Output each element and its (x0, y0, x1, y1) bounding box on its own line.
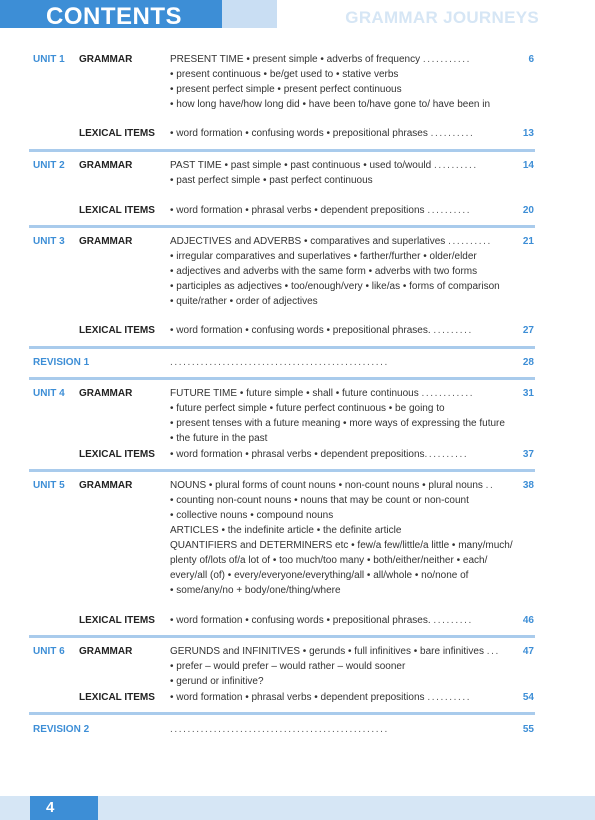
unit-3-grammar-line-3: • adjectives and adverbs with the same form • adverbs with two forms (170, 266, 478, 277)
unit-6-lexical-label: LEXICAL ITEMS (79, 692, 155, 703)
unit-4-grammar-line-3: • present tenses with a future meaning • more ways of expressing the future (170, 418, 505, 429)
unit-6-lexical-line: • word formation • phrasal verbs • dependent prepositions .......... (170, 692, 472, 703)
footer-page-number: 4 (46, 799, 55, 816)
unit-5-grammar-line-2: • counting non-count nouns • nouns that may be count or non-count (170, 495, 469, 506)
unit-2-grammar-line-2: • past perfect simple • past perfect continuous (170, 175, 373, 186)
unit-6-grammar-page[interactable]: 47 (522, 646, 534, 657)
page-header (0, 0, 595, 28)
unit-4-grammar-label: GRAMMAR (79, 388, 133, 399)
revision-1-leader: .................................................. (170, 357, 389, 368)
unit-5-grammar-line-7: every/all (of) • every/everyone/everything/all • all/whole • no/none of (170, 570, 469, 581)
unit-3-grammar-line-5: • quite/rather • order of adjectives (170, 296, 318, 307)
unit-3-grammar-line-4: • participles as adjectives • too/enough/very • like/as • forms of comparison (170, 281, 500, 292)
unit-1-lexical-line: • word formation • confusing words • prepositional phrases .......... (170, 128, 475, 139)
revision-2-label: REVISION 2 (33, 724, 90, 735)
unit-1-grammar-label: GRAMMAR (79, 54, 133, 65)
book-title: GRAMMAR JOURNEYS (345, 8, 539, 27)
unit-4-lexical-page[interactable]: 37 (522, 449, 534, 460)
unit-6-grammar-line-2: • prefer – would prefer – would rather – would sooner (170, 661, 406, 672)
unit-1-grammar-line-3: • present perfect simple • present perfect continuous (170, 84, 402, 95)
unit-2-grammar-label: GRAMMAR (79, 160, 133, 171)
unit-1-grammar-line-2: • present continuous • be/get used to • stative verbs (170, 69, 399, 80)
footer-page-box (30, 796, 98, 820)
divider (29, 346, 535, 349)
unit-3-lexical-label: LEXICAL ITEMS (79, 325, 155, 336)
unit-3-grammar-line-2: • irregular comparatives and superlatives • farther/further • older/elder (170, 251, 477, 262)
unit-5-lexical-page[interactable]: 46 (522, 615, 534, 626)
revision-1-page[interactable]: 28 (522, 357, 534, 368)
unit-4-lexical-line: • word formation • phrasal verbs • dependent prepositions.......... (170, 449, 469, 460)
unit-4-grammar-line-2: • future perfect simple • future perfect continuous • be going to (170, 403, 445, 414)
unit-5-grammar-line-8: • some/any/no + body/one/thing/where (170, 585, 341, 596)
unit-2-lexical-page[interactable]: 20 (522, 205, 534, 216)
unit-5-grammar-line-6: plenty of/lots of/a lot of • too much/too many • both/either/neither • each/ (170, 555, 488, 566)
unit-5-grammar-line-4: ARTICLES • the indefinite article • the definite article (170, 525, 402, 536)
unit-3-lexical-page[interactable]: 27 (522, 325, 534, 336)
unit-4-grammar-line-1: FUTURE TIME • future simple • shall • future continuous ............ (170, 388, 475, 399)
unit-1-grammar-line-4: • how long have/how long did • have been to/have gone to/ have been in (170, 99, 491, 110)
divider (29, 377, 535, 380)
unit-3-lexical-line: • word formation • confusing words • prepositional phrases. ......... (170, 325, 473, 336)
unit-5-lexical-label: LEXICAL ITEMS (79, 615, 155, 626)
unit-6-label: UNIT 6 (33, 646, 65, 657)
page-title: CONTENTS (46, 3, 182, 30)
unit-6-grammar-line-1: GERUNDS and INFINITIVES • gerunds • full infinitives • bare infinitives ... (170, 646, 500, 657)
divider (29, 225, 535, 228)
unit-2-label: UNIT 2 (33, 160, 65, 171)
revision-2-page[interactable]: 55 (522, 724, 534, 735)
revision-2-leader: .................................................. (170, 724, 389, 735)
unit-3-grammar-line-1: ADJECTIVES and ADVERBS • comparatives and superlatives .......... (170, 236, 492, 247)
unit-2-grammar-line-1: PAST TIME • past simple • past continuous • used to/would .......... (170, 160, 478, 171)
unit-2-grammar-page[interactable]: 14 (522, 160, 534, 171)
unit-5-grammar-line-5: QUANTIFIERS and DETERMINERS etc • few/a few/little/a little • many/much/ (170, 540, 513, 551)
unit-1-grammar-line-1: PRESENT TIME • present simple • adverbs of frequency ........... (170, 54, 472, 65)
unit-1-lexical-label: LEXICAL ITEMS (79, 128, 155, 139)
unit-4-lexical-label: LEXICAL ITEMS (79, 449, 155, 460)
unit-3-grammar-page[interactable]: 21 (522, 236, 534, 247)
unit-6-lexical-page[interactable]: 54 (522, 692, 534, 703)
header-accent-band (222, 0, 277, 28)
unit-5-grammar-label: GRAMMAR (79, 480, 133, 491)
unit-1-label: UNIT 1 (33, 54, 65, 65)
unit-5-grammar-page[interactable]: 38 (522, 480, 534, 491)
unit-5-grammar-line-3: • collective nouns • compound nouns (170, 510, 334, 521)
unit-6-grammar-line-3: • gerund or infinitive? (170, 676, 264, 687)
divider (29, 712, 535, 715)
unit-5-grammar-line-1: NOUNS • plural forms of count nouns • non-count nouns • plural nouns .. (170, 480, 495, 491)
unit-2-lexical-line: • word formation • phrasal verbs • dependent prepositions .......... (170, 205, 472, 216)
unit-6-grammar-label: GRAMMAR (79, 646, 133, 657)
divider (29, 149, 535, 152)
unit-2-lexical-label: LEXICAL ITEMS (79, 205, 155, 216)
unit-3-grammar-label: GRAMMAR (79, 236, 133, 247)
unit-5-label: UNIT 5 (33, 480, 65, 491)
unit-1-lexical-page[interactable]: 13 (522, 128, 534, 139)
unit-4-grammar-page[interactable]: 31 (522, 388, 534, 399)
divider (29, 469, 535, 472)
unit-5-lexical-line: • word formation • confusing words • prepositional phrases. ......... (170, 615, 473, 626)
divider (29, 635, 535, 638)
unit-4-label: UNIT 4 (33, 388, 65, 399)
unit-1-grammar-page[interactable]: 6 (528, 54, 534, 65)
unit-3-label: UNIT 3 (33, 236, 65, 247)
unit-4-grammar-line-4: • the future in the past (170, 433, 268, 444)
revision-1-label: REVISION 1 (33, 357, 90, 368)
